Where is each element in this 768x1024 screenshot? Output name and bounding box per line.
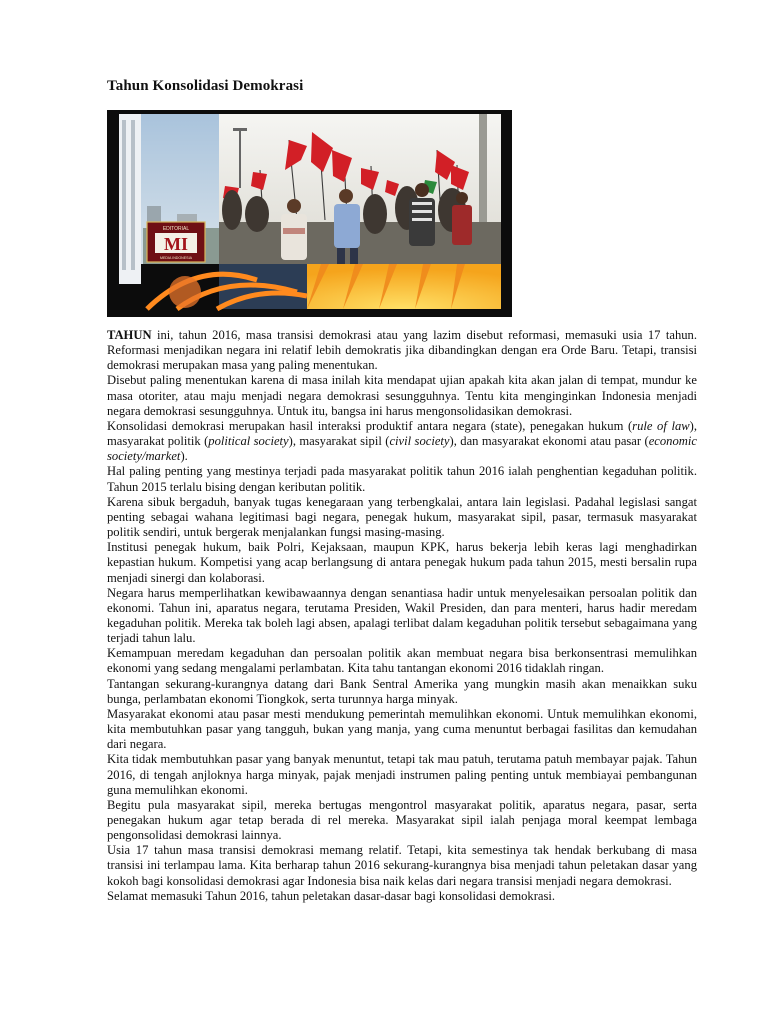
- paragraph: [107, 373, 697, 418]
- paragraph: [107, 646, 697, 676]
- text-run: ini, tahun 2016, masa transisi demokrasi atau yang lazim disebut reformasi, memasuki usia 17 tahun. Reformasi menjadikan negara ini relatif lebih demokratis jika dibandingkan dengan era Orde Baru. Tetapi, transisi demokrasi merupakan masa yang paling menentukan.: [107, 328, 697, 373]
- paragraph: [107, 707, 697, 752]
- text-run: Tantangan sekurang-kurangnya datang dari Bank Sentral Amerika yang mungkin masih akan menaikkan suku bunga, perlambatan ekonomi Tiongkok, serta turunnya harga minyak.: [107, 676, 697, 706]
- paragraph: [107, 843, 697, 888]
- text-run: ), dan masyarakat ekonomi atau pasar (: [449, 434, 649, 449]
- text-run: Begitu pula masyarakat sipil, mereka bertugas mengontrol masyarakat politik, aparatus negara, pasar, serta penegakan hukum agar tetap berada di rel mereka. Masyarakat sipil ialah penjaga moral keempat lembaga pengonsolidasi demokrasi lainnya.: [107, 797, 697, 843]
- protest-photo-illustration: [107, 110, 512, 317]
- paragraph: [107, 889, 697, 904]
- text-run: Karena sibuk bergaduh, banyak tugas kenegaraan yang terbengkalai, antara lain legislasi. Padahal legislasi sangat penting sebagai wahana legitimasi bagi negara, penegak hukum, masyarakat sipil, pasar, termasuk masyarakat politik sendiri, untuk bergerak menjalankan fungsi masing-masing.: [107, 494, 697, 540]
- paragraph: [107, 464, 697, 494]
- svg-text:EDITORIAL: EDITORIAL: [162, 226, 190, 232]
- text-run: Hal paling penting yang mestinya terjadi pada masyarakat politik tahun 2016 ialah penghentian kegaduhan politik. Tahun 2015 terlalu bising dengan keributan politik.: [107, 464, 697, 494]
- svg-text:MEDIA INDONESIA: MEDIA INDONESIA: [160, 256, 192, 260]
- article-title: Tahun Konsolidasi Demokrasi: [107, 78, 304, 94]
- text-run: ), masyarakat sipil (: [288, 434, 390, 449]
- text-run: Negara harus memperlihatkan kewibawaannya dengan senantiasa hadir untuk menyelesaikan persoalan politik dan ekonomi. Tahun ini, aparatus negara, terutama Presiden, Wakil Presiden, dan para menteri, harus hadir meredam kegaduhan politik. Mereka tak boleh lagi absen, apalagi terlibat dalam kegaduhan politik tersebut sebagaimana yang terjadi tahun lalu.: [107, 585, 697, 646]
- paragraph: [107, 677, 697, 707]
- text-run: Disebut paling menentukan karena di masa inilah kita mendapat ujian apakah kita akan jalan di tempat, mundur ke masa otoriter, atau maju menjadi negara demokrasi sesungguhnya. Tentu kita menginginkan Indonesia menjadi negara demokrasi sesungguhnya. Untuk itu, bangsa ini harus mengonsolidasikan demokrasi.: [107, 373, 697, 418]
- italic-term: rule of law: [632, 418, 690, 433]
- text-run: ), masyarakat politik (: [107, 418, 697, 449]
- italic-term: economic society/market: [107, 434, 697, 464]
- paragraph: [107, 495, 697, 540]
- text-run: Konsolidasi demokrasi merupakan hasil interaksi produktif antara negara (state), penegakan hukum (: [107, 418, 633, 433]
- paragraph: [107, 328, 697, 373]
- italic-term: civil society: [389, 434, 450, 449]
- article-body: [107, 328, 697, 904]
- paragraph: [107, 752, 697, 797]
- paragraph: [107, 540, 697, 585]
- paragraph: [107, 798, 697, 843]
- paragraph: [107, 419, 697, 464]
- text-run: Selamat memasuki Tahun 2016, tahun peletakan dasar-dasar bagi konsolidasi demokrasi.: [107, 888, 556, 903]
- media-indonesia-logo: [147, 222, 205, 262]
- paragraph: [107, 586, 697, 647]
- text-run: Masyarakat ekonomi atau pasar mesti mendukung pemerintah memulihkan ekonomi. Untuk memulihkan ekonomi, kita membutuhkan pasar yang tangguh, bukan yang manja, yang cuma menuntut berbagai fasilitas dan kemudahan dari negara.: [107, 706, 697, 752]
- text-run: ).: [180, 449, 188, 464]
- italic-term: political society: [208, 434, 289, 449]
- text-run: Institusi penegak hukum, baik Polri, Kejaksaan, maupun KPK, harus bekerja lebih keras lagi menghadirkan kepastian hukum. Kompetisi yang acap berlangsung di antara penegak hukum pada tahun 2015, mesti bersalin rupa menjadi sinergi dan kolaborasi.: [107, 540, 697, 585]
- text-run: Kita tidak membutuhkan pasar yang banyak menuntut, tetapi tak mau patuh, terutama patuh membayar pajak. Tahun 2016, di tengah anjloknya harga minyak, pajak menjadi instrumen paling penting untuk membiayai pembangunan guna memulihkan ekonomi.: [107, 752, 697, 797]
- text-run: Kemampuan meredam kegaduhan dan persoalan politik akan membuat negara bisa berkonsentrasi memulihkan ekonomi yang sedang mengalami perlambatan. Kita tahu tantangan ekonomi 2016 tidaklah ringan.: [107, 646, 697, 676]
- lead-word: TAHUN: [107, 328, 152, 342]
- article-photo: [107, 110, 512, 317]
- text-run: Usia 17 tahun masa transisi demokrasi memang relatif. Tetapi, kita semestinya tak hendak berkubang di masa transisi ini terlampau lama. Kita berharap tahun 2016 sekurang-kurangnya bisa menjadi tahun peletakan dasar yang kokoh bagi konsolidasi demokrasi agar Indonesia bisa naik kelas dari negara transisi menjadi negara demokrasi.: [107, 843, 697, 888]
- svg-text:MI: MI: [164, 234, 188, 254]
